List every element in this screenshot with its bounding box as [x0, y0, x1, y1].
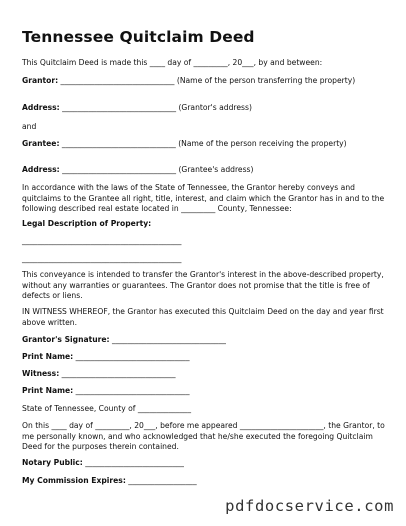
print-name-label-2: Print Name:: [22, 386, 74, 395]
grantor-value: ______________________________ (Name of the person transferring the property): [58, 76, 356, 85]
grantee-address-value: ______________________________ (Grantee's address): [59, 165, 254, 174]
witness-field: [22, 369, 390, 380]
grantor-signature-line: ______________________________: [109, 335, 226, 344]
notary-field: [22, 458, 390, 469]
print-name-line-2: ______________________________: [73, 386, 190, 395]
commission-field: [22, 476, 390, 487]
grantee-value: ______________________________ (Name of the person receiving the property): [59, 139, 347, 148]
notary-label: Notary Public:: [22, 458, 83, 467]
grantee-address-field: [22, 165, 390, 176]
witness-label: Witness:: [22, 369, 60, 378]
document-title: Tennessee Quitclaim Deed: [22, 28, 255, 46]
transfer-paragraph: This conveyance is intended to transfer the Grantor's interest in the above-described property, without any warranties or guarantees. The Grantor does not promise that the title is free of defects or liens.: [22, 270, 387, 300]
print-name-field-1: [22, 352, 390, 363]
watermark: pdfdocservice.com: [225, 497, 394, 515]
notary-paragraph: On this ____ day of _________, 20___, before me appeared ______________________, the Grantor, to me personally known, and who acknowledged that he/she executed the foregoing Quitclaim Deed for the purposes therein contained.: [22, 421, 388, 451]
grantee-field: [22, 139, 390, 150]
print-name-line-1: ______________________________: [73, 352, 190, 361]
witness-line: ______________________________: [59, 369, 176, 378]
legal-description-line-1: __________________________________________: [22, 236, 182, 245]
grantor-address-value: ______________________________ (Grantor's address): [59, 103, 252, 112]
print-name-field-2: [22, 386, 390, 397]
notary-line: __________________________: [82, 458, 184, 467]
commission-line: __________________: [125, 476, 197, 485]
legal-description-line-2: __________________________________________: [22, 254, 182, 263]
conveyance-paragraph: In accordance with the laws of the State of Tennessee, the Grantor hereby conveys and quitclaims to the Grantee all right, title, interest, and claim which the Grantor has in and to the following described real estate located in _________ County, Tennessee:: [22, 183, 387, 213]
grantor-field: [22, 76, 390, 87]
grantor-label: Grantor:: [22, 76, 59, 85]
grantor-address-label: Address:: [22, 103, 60, 112]
witness-paragraph: IN WITNESS WHEREOF, the Grantor has executed this Quitclaim Deed on the day and year first above written.: [22, 307, 387, 327]
print-name-label-1: Print Name:: [22, 352, 74, 361]
grantee-label: Grantee:: [22, 139, 60, 148]
grantor-signature-field: [22, 335, 390, 346]
grantor-signature-label: Grantor's Signature:: [22, 335, 110, 344]
commission-label: My Commission Expires:: [22, 476, 126, 485]
grantor-address-field: [22, 103, 390, 114]
state-county-line: State of Tennessee, County of ______________: [22, 404, 191, 413]
intro-line: This Quitclaim Deed is made this ____ day of _________, 20___, by and between:: [22, 58, 323, 67]
grantee-address-label: Address:: [22, 165, 60, 174]
legal-description-heading: Legal Description of Property:: [22, 219, 152, 228]
and-text: and: [22, 122, 37, 131]
